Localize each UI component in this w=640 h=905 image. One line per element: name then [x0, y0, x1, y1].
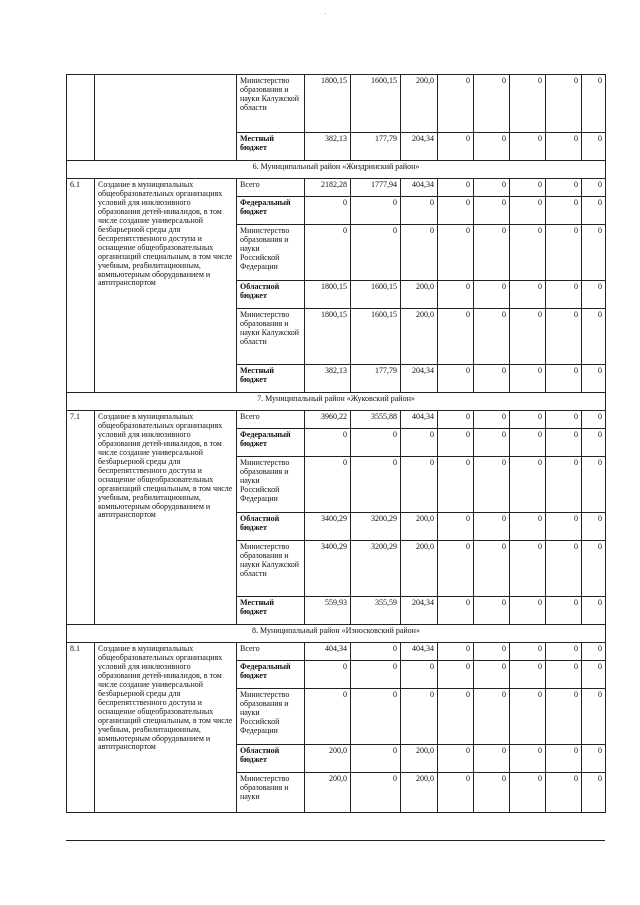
amount-cell: 0 — [546, 133, 582, 161]
amount-cell: 200,0 — [305, 773, 351, 813]
amount-cell: 0 — [510, 133, 546, 161]
amount-cell: 0 — [510, 179, 546, 197]
amount-cell: 200,0 — [305, 745, 351, 773]
amount-cell: 0 — [510, 661, 546, 689]
amount-cell: 0 — [582, 197, 606, 225]
amount-cell: 0 — [510, 75, 546, 133]
amount-cell: 0 — [582, 457, 606, 513]
amount-cell: 177,79 — [351, 133, 401, 161]
amount-cell: 3555,88 — [351, 411, 401, 429]
amount-cell: 1800,15 — [305, 75, 351, 133]
amount-cell: 0 — [582, 75, 606, 133]
amount-cell: 0 — [546, 411, 582, 429]
amount-cell: 0 — [474, 661, 510, 689]
budget-source-label: Всего — [237, 411, 305, 429]
amount-cell: 0 — [438, 541, 474, 597]
amount-cell: 0 — [582, 513, 606, 541]
amount-cell: 0 — [438, 689, 474, 745]
table-row — [67, 179, 606, 197]
amount-cell: 0 — [351, 643, 401, 661]
amount-cell: 0 — [474, 309, 510, 365]
amount-cell: 0 — [582, 365, 606, 393]
amount-cell: 0 — [351, 689, 401, 745]
amount-cell: 0 — [438, 457, 474, 513]
budget-source-label: Местный бюджет — [237, 133, 305, 161]
amount-cell: 200,0 — [401, 745, 438, 773]
budget-source-label: Местный бюджет — [237, 597, 305, 625]
amount-cell: 0 — [582, 225, 606, 281]
budget-source-label: Федеральный бюджет — [237, 661, 305, 689]
amount-cell: 0 — [546, 281, 582, 309]
amount-cell: 200,0 — [401, 75, 438, 133]
section-title: 6. Муниципальный район «Жиздринский район» — [67, 161, 606, 179]
page-top-mark: · — [324, 10, 327, 18]
amount-cell: 0 — [546, 643, 582, 661]
amount-cell: 0 — [510, 541, 546, 597]
amount-cell: 0 — [510, 745, 546, 773]
amount-cell: 1600,15 — [351, 75, 401, 133]
section-title-row — [67, 161, 606, 179]
amount-cell: 0 — [351, 745, 401, 773]
section-title-row — [67, 393, 606, 411]
amount-cell: 0 — [546, 309, 582, 365]
amount-cell: 404,34 — [401, 179, 438, 197]
amount-cell: 0 — [510, 225, 546, 281]
amount-cell: 0 — [474, 689, 510, 745]
amount-cell: 0 — [546, 597, 582, 625]
amount-cell: 0 — [351, 457, 401, 513]
amount-cell: 0 — [546, 773, 582, 813]
amount-cell: 3200,29 — [351, 541, 401, 597]
amount-cell: 0 — [474, 197, 510, 225]
amount-cell: 0 — [510, 513, 546, 541]
table-row — [67, 75, 606, 133]
amount-cell: 0 — [474, 773, 510, 813]
amount-cell: 0 — [351, 429, 401, 457]
measure-description: Создание в муниципальных общеобразовательных организациях условий для инклюзивного образования детей-инвалидов, в том числе создание универсальной безбарьерной среды для беспрепятственного доступа и оснащение общеобразовательных организаций специальным, в том числе учебным, реабилитационным, компьютерным оборудованием и автотранспортом — [95, 411, 237, 625]
measure-description: Создание в муниципальных общеобразовательных организациях условий для инклюзивного образования детей-инвалидов, в том числе создание универсальной безбарьерной среды для беспрепятственного доступа и оснащение общеобразовательных организаций специальным, в том числе учебным, реабилитационным, компьютерным оборудованием и автотранспортом — [95, 643, 237, 813]
amount-cell: 0 — [582, 179, 606, 197]
amount-cell: 0 — [510, 429, 546, 457]
measure-number: 8.1 — [67, 643, 95, 813]
amount-cell: 0 — [401, 661, 438, 689]
amount-cell: 0 — [546, 75, 582, 133]
amount-cell: 0 — [582, 541, 606, 597]
amount-cell: 0 — [438, 133, 474, 161]
amount-cell: 0 — [474, 281, 510, 309]
budget-source-label: Министерство образования и науки Российской Федерации — [237, 689, 305, 745]
amount-cell: 0 — [474, 429, 510, 457]
amount-cell: 0 — [401, 457, 438, 513]
amount-cell: 0 — [546, 197, 582, 225]
amount-cell: 0 — [438, 745, 474, 773]
amount-cell: 0 — [510, 197, 546, 225]
amount-cell: 0 — [582, 643, 606, 661]
amount-cell: 0 — [510, 411, 546, 429]
amount-cell: 0 — [510, 597, 546, 625]
amount-cell: 0 — [582, 411, 606, 429]
amount-cell: 0 — [582, 133, 606, 161]
amount-cell: 0 — [474, 75, 510, 133]
amount-cell: 0 — [438, 429, 474, 457]
amount-cell: 1600,15 — [351, 281, 401, 309]
amount-cell: 0 — [474, 411, 510, 429]
amount-cell: 0 — [546, 745, 582, 773]
amount-cell: 0 — [546, 689, 582, 745]
amount-cell: 0 — [510, 309, 546, 365]
amount-cell: 0 — [474, 365, 510, 393]
amount-cell: 0 — [582, 309, 606, 365]
table-body — [67, 75, 606, 813]
amount-cell: 0 — [474, 133, 510, 161]
amount-cell: 0 — [582, 661, 606, 689]
budget-source-label: Министерство образования и науки Калужской области — [237, 75, 305, 133]
amount-cell: 0 — [438, 281, 474, 309]
amount-cell: 0 — [546, 513, 582, 541]
amount-cell: 177,79 — [351, 365, 401, 393]
budget-source-label: Министерство образования и науки Российской Федерации — [237, 457, 305, 513]
amount-cell: 0 — [510, 689, 546, 745]
amount-cell: 0 — [305, 689, 351, 745]
row-number-cell — [67, 75, 95, 161]
amount-cell: 204,34 — [401, 365, 438, 393]
amount-cell: 0 — [305, 457, 351, 513]
amount-cell: 382,13 — [305, 133, 351, 161]
amount-cell: 0 — [438, 661, 474, 689]
amount-cell: 0 — [438, 773, 474, 813]
amount-cell: 404,34 — [401, 643, 438, 661]
amount-cell: 204,34 — [401, 597, 438, 625]
amount-cell: 0 — [305, 661, 351, 689]
amount-cell: 0 — [582, 689, 606, 745]
table-row — [67, 643, 606, 661]
amount-cell: 0 — [510, 643, 546, 661]
budget-source-label: Областной бюджет — [237, 513, 305, 541]
amount-cell: 0 — [351, 197, 401, 225]
amount-cell: 0 — [351, 225, 401, 281]
amount-cell: 0 — [546, 429, 582, 457]
amount-cell: 0 — [546, 225, 582, 281]
amount-cell: 0 — [546, 179, 582, 197]
amount-cell: 0 — [438, 643, 474, 661]
budget-source-label: Министерство образования и науки Калужской области — [237, 541, 305, 597]
amount-cell: 0 — [305, 197, 351, 225]
amount-cell: 0 — [582, 429, 606, 457]
budget-table — [66, 74, 606, 813]
amount-cell: 0 — [401, 197, 438, 225]
amount-cell: 1800,15 — [305, 309, 351, 365]
section-title: 7. Муниципальный район «Жуковский район» — [67, 393, 606, 411]
amount-cell: 0 — [438, 197, 474, 225]
amount-cell: 0 — [474, 179, 510, 197]
amount-cell: 0 — [510, 365, 546, 393]
amount-cell: 0 — [438, 75, 474, 133]
budget-source-label: Федеральный бюджет — [237, 429, 305, 457]
amount-cell: 204,34 — [401, 133, 438, 161]
amount-cell: 0 — [401, 225, 438, 281]
budget-source-label: Министерство образования и науки Российской Федерации — [237, 225, 305, 281]
amount-cell: 3400,29 — [305, 513, 351, 541]
table-row — [67, 411, 606, 429]
amount-cell: 0 — [401, 429, 438, 457]
amount-cell: 0 — [582, 773, 606, 813]
amount-cell: 0 — [510, 281, 546, 309]
amount-cell: 0 — [351, 661, 401, 689]
amount-cell: 0 — [351, 773, 401, 813]
amount-cell: 0 — [474, 457, 510, 513]
amount-cell: 404,34 — [401, 411, 438, 429]
amount-cell: 0 — [438, 179, 474, 197]
amount-cell: 0 — [510, 457, 546, 513]
amount-cell: 200,0 — [401, 773, 438, 813]
amount-cell: 0 — [546, 661, 582, 689]
budget-source-label: Всего — [237, 179, 305, 197]
amount-cell: 0 — [474, 513, 510, 541]
amount-cell: 0 — [438, 513, 474, 541]
amount-cell: 355,59 — [351, 597, 401, 625]
amount-cell: 0 — [582, 597, 606, 625]
budget-source-label: Областной бюджет — [237, 745, 305, 773]
amount-cell: 3400,29 — [305, 541, 351, 597]
measure-number: 6.1 — [67, 179, 95, 393]
amount-cell: 3960,22 — [305, 411, 351, 429]
amount-cell: 1777,94 — [351, 179, 401, 197]
measure-description: Создание в муниципальных общеобразовательных организациях условий для инклюзивного образования детей-инвалидов, в том числе создание универсальной безбарьерной среды для беспрепятственного доступа и оснащение общеобразовательных организаций специальным, в том числе учебным, реабилитационным, компьютерным оборудованием и автотранспортом — [95, 179, 237, 393]
amount-cell: 559,93 — [305, 597, 351, 625]
amount-cell: 0 — [546, 365, 582, 393]
budget-source-label: Всего — [237, 643, 305, 661]
section-title: 8. Муниципальный район «Износковский район» — [67, 625, 606, 643]
amount-cell: 0 — [510, 773, 546, 813]
budget-source-label: Министерство образования и науки Калужской области — [237, 309, 305, 365]
amount-cell: 0 — [438, 225, 474, 281]
amount-cell: 382,13 — [305, 365, 351, 393]
amount-cell: 0 — [438, 597, 474, 625]
amount-cell: 0 — [474, 597, 510, 625]
budget-source-label: Министерство образования и науки — [237, 773, 305, 813]
page-bottom-rule — [66, 840, 605, 841]
amount-cell: 1800,15 — [305, 281, 351, 309]
amount-cell: 0 — [474, 643, 510, 661]
amount-cell: 0 — [546, 457, 582, 513]
amount-cell: 1600,15 — [351, 309, 401, 365]
measure-number: 7.1 — [67, 411, 95, 625]
amount-cell: 404,34 — [305, 643, 351, 661]
amount-cell: 0 — [582, 281, 606, 309]
amount-cell: 0 — [438, 365, 474, 393]
measure-description-cell — [95, 75, 237, 161]
amount-cell: 0 — [546, 541, 582, 597]
amount-cell: 0 — [474, 225, 510, 281]
amount-cell: 0 — [474, 541, 510, 597]
amount-cell: 200,0 — [401, 309, 438, 365]
amount-cell: 200,0 — [401, 281, 438, 309]
budget-source-label: Областной бюджет — [237, 281, 305, 309]
section-title-row — [67, 625, 606, 643]
amount-cell: 0 — [305, 225, 351, 281]
amount-cell: 0 — [438, 411, 474, 429]
amount-cell: 0 — [474, 745, 510, 773]
amount-cell: 0 — [401, 689, 438, 745]
amount-cell: 0 — [305, 429, 351, 457]
amount-cell: 0 — [438, 309, 474, 365]
amount-cell: 0 — [582, 745, 606, 773]
amount-cell: 200,0 — [401, 541, 438, 597]
budget-source-label: Федеральный бюджет — [237, 197, 305, 225]
amount-cell: 200,0 — [401, 513, 438, 541]
amount-cell: 2182,28 — [305, 179, 351, 197]
amount-cell: 3200,29 — [351, 513, 401, 541]
budget-source-label: Местный бюджет — [237, 365, 305, 393]
